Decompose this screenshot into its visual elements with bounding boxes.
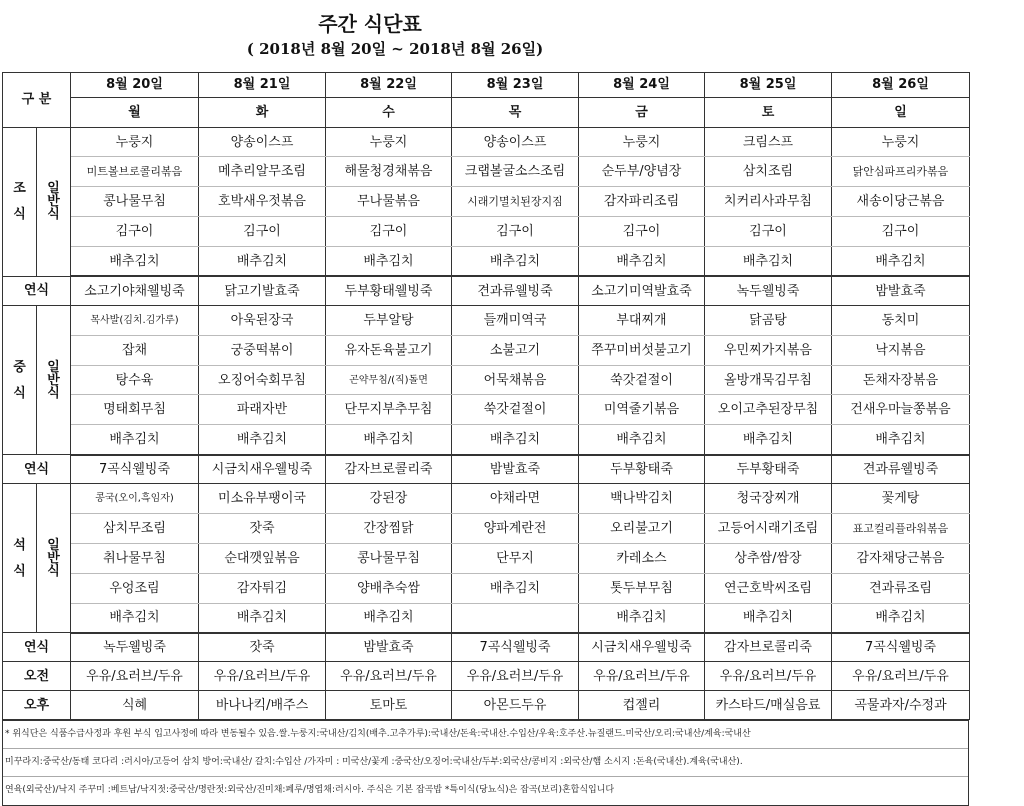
notes-section bbox=[2, 720, 969, 806]
menu-item: 김구이 bbox=[71, 217, 199, 247]
menu-item: 콩나물무침 bbox=[71, 187, 199, 217]
menu-item: 삼치무조림 bbox=[71, 513, 199, 543]
menu-item: 상추쌈/쌈장 bbox=[705, 543, 832, 573]
table-row bbox=[3, 633, 970, 662]
breakfast-type-label: 일 반 식 bbox=[37, 127, 71, 276]
menu-item: 순두부/양념장 bbox=[579, 157, 705, 187]
header-date: 8월 26일 bbox=[832, 73, 970, 98]
menu-item: 카레소스 bbox=[579, 543, 705, 573]
table-row bbox=[3, 187, 970, 217]
table-row bbox=[3, 365, 970, 395]
menu-item: 삼치조림 bbox=[705, 157, 832, 187]
menu-item: 꽃게탕 bbox=[832, 484, 970, 514]
menu-item: 동치미 bbox=[832, 305, 970, 335]
header-date: 8월 20일 bbox=[71, 73, 199, 98]
menu-item: 김구이 bbox=[452, 217, 579, 247]
soft-menu-item: 두부황태죽 bbox=[579, 455, 705, 484]
menu-item: 잡채 bbox=[71, 335, 199, 365]
menu-item: 배추김치 bbox=[71, 425, 199, 455]
menu-item: 곤약무침/(직)돌면 bbox=[326, 365, 452, 395]
menu-item: 미트볼브로콜리볶음 bbox=[71, 157, 199, 187]
breakfast-soft-label: 연식 bbox=[3, 276, 71, 305]
header-day: 일 bbox=[832, 97, 970, 127]
table-row bbox=[3, 573, 970, 603]
menu-item: 배추김치 bbox=[199, 603, 326, 633]
table-row bbox=[3, 276, 970, 305]
menu-item: 배추김치 bbox=[705, 425, 832, 455]
menu-item: 배추김치 bbox=[579, 425, 705, 455]
menu-item: 호박새우젓볶음 bbox=[199, 187, 326, 217]
menu-item: 고등어시래기조림 bbox=[705, 513, 832, 543]
menu-item: 우민찌가지볶음 bbox=[705, 335, 832, 365]
snack_pm-label: 오후 bbox=[3, 691, 71, 720]
menu-item: 견과류조림 bbox=[832, 573, 970, 603]
menu-item: 미소유부팽이국 bbox=[199, 484, 326, 514]
snack-item: 컵젤리 bbox=[579, 691, 705, 720]
menu-item: 배추김치 bbox=[326, 247, 452, 277]
table-row bbox=[3, 335, 970, 365]
soft-menu-item: 감자브로콜리죽 bbox=[705, 633, 832, 662]
menu-item: 낙지볶음 bbox=[832, 335, 970, 365]
menu-item: 새송이당근볶음 bbox=[832, 187, 970, 217]
menu-item: 유자돈육불고기 bbox=[326, 335, 452, 365]
menu-item: 우엉조림 bbox=[71, 573, 199, 603]
menu-item: 누룽지 bbox=[579, 127, 705, 157]
menu-item: 오이고추된장무침 bbox=[705, 395, 832, 425]
soft-menu-item: 밤발효죽 bbox=[326, 633, 452, 662]
soft-menu-item: 시금치새우웰빙죽 bbox=[579, 633, 705, 662]
date-range: ( 2018년 8월 20일 ~ 2018년 8월 26일) bbox=[246, 40, 544, 58]
note-line: 미꾸라지:중국산/동태 코다리 :러시아/고등어 삼치 방어:국내산/ 갈치:수입산 /가자미 : 미국산/꽃게 :중국산/오징어:국내산/두부:외국산/콩비지 :외국산/햄 소시지 :돈육(국내산).계육(국내산). bbox=[3, 749, 968, 777]
snack-item: 우유/요러브/두유 bbox=[452, 662, 579, 691]
table-row bbox=[3, 247, 970, 277]
menu-item: 들깨미역국 bbox=[452, 305, 579, 335]
snack-item: 아몬드두유 bbox=[452, 691, 579, 720]
table-row bbox=[3, 157, 970, 187]
menu-item: 배추김치 bbox=[326, 425, 452, 455]
menu-item: 양송이스프 bbox=[199, 127, 326, 157]
menu-item: 배추김치 bbox=[71, 603, 199, 633]
menu-item: 김구이 bbox=[832, 217, 970, 247]
menu-item: 목사발(김치.김가루) bbox=[71, 305, 199, 335]
header-day: 월 bbox=[71, 97, 199, 127]
menu-item: 궁중떡볶이 bbox=[199, 335, 326, 365]
menu-item: 누룽지 bbox=[326, 127, 452, 157]
soft-menu-item: 잣죽 bbox=[199, 633, 326, 662]
table-row bbox=[3, 97, 970, 127]
menu-item: 두부알탕 bbox=[326, 305, 452, 335]
menu-item: 크랩볼굴소스조림 bbox=[452, 157, 579, 187]
menu-item: 파래자반 bbox=[199, 395, 326, 425]
table-row bbox=[3, 662, 970, 691]
table-row bbox=[3, 217, 970, 247]
menu-item: 배추김치 bbox=[452, 573, 579, 603]
menu-item: 오징어숙회무침 bbox=[199, 365, 326, 395]
soft-menu-item: 녹두웰빙죽 bbox=[71, 633, 199, 662]
breakfast-label: 조 식 bbox=[3, 127, 37, 276]
menu-item: 감자튀김 bbox=[199, 573, 326, 603]
table-row bbox=[3, 73, 970, 98]
soft-menu-item: 소고기미역발효죽 bbox=[579, 276, 705, 305]
header-day: 화 bbox=[199, 97, 326, 127]
menu-item: 잣죽 bbox=[199, 513, 326, 543]
menu-item: 오리불고기 bbox=[579, 513, 705, 543]
menu-item: 아욱된장국 bbox=[199, 305, 326, 335]
menu-item: 청국장찌개 bbox=[705, 484, 832, 514]
menu-item: 연근호박씨조림 bbox=[705, 573, 832, 603]
menu-item: 배추김치 bbox=[705, 247, 832, 277]
menu-item: 양송이스프 bbox=[452, 127, 579, 157]
menu-item: 배추김치 bbox=[71, 247, 199, 277]
menu-item: 시래기멸치된장지짐 bbox=[452, 187, 579, 217]
soft-menu-item: 소고기야채웰빙죽 bbox=[71, 276, 199, 305]
menu-item: 누룽지 bbox=[832, 127, 970, 157]
snack-item: 우유/요러브/두유 bbox=[199, 662, 326, 691]
menu-item: 명태회무침 bbox=[71, 395, 199, 425]
menu-item: 쑥갓겉절이 bbox=[579, 365, 705, 395]
snack-item: 토마토 bbox=[326, 691, 452, 720]
menu-item: 톳두부무침 bbox=[579, 573, 705, 603]
table-row bbox=[3, 305, 970, 335]
soft-menu-item: 견과류웰빙죽 bbox=[452, 276, 579, 305]
menu-item: 김구이 bbox=[326, 217, 452, 247]
snack-item: 우유/요러브/두유 bbox=[579, 662, 705, 691]
table-row bbox=[3, 603, 970, 633]
menu-item: 취나물무침 bbox=[71, 543, 199, 573]
table-row bbox=[3, 425, 970, 455]
menu-item: 크림스프 bbox=[705, 127, 832, 157]
header-date: 8월 22일 bbox=[326, 73, 452, 98]
menu-item: 쑥갓겉절이 bbox=[452, 395, 579, 425]
menu-item: 해물청경채볶음 bbox=[326, 157, 452, 187]
menu-item: 배추김치 bbox=[705, 603, 832, 633]
soft-menu-item: 7곡식웰빙죽 bbox=[71, 455, 199, 484]
note-line: * 위식단은 식품수급사정과 후원 부식 입고사정에 따라 변동될수 있음.쌀.누룽지:국내산/김치(배추.고추가루):국내산/돈육:국내산.수입산/우육:호주산.뉴질랜드.미국산/오리:국내산/계육:국내산 bbox=[3, 721, 968, 749]
menu-item: 양배추숙쌈 bbox=[326, 573, 452, 603]
soft-menu-item: 밤발효죽 bbox=[832, 276, 970, 305]
header-date: 8월 24일 bbox=[579, 73, 705, 98]
table-row bbox=[3, 455, 970, 484]
soft-menu-item: 두부황태웰빙죽 bbox=[326, 276, 452, 305]
menu-item: 단무지부추무침 bbox=[326, 395, 452, 425]
weekly-menu-table bbox=[2, 72, 970, 720]
menu-item: 단무지 bbox=[452, 543, 579, 573]
header-date: 8월 23일 bbox=[452, 73, 579, 98]
snack-item: 곡물과자/수정과 bbox=[832, 691, 970, 720]
menu-item: 간장찜닭 bbox=[326, 513, 452, 543]
menu-item: 순대깻잎볶음 bbox=[199, 543, 326, 573]
soft-menu-item: 밤발효죽 bbox=[452, 455, 579, 484]
menu-item: 소불고기 bbox=[452, 335, 579, 365]
menu-item: 닭안심파프리카볶음 bbox=[832, 157, 970, 187]
snack_am-label: 오전 bbox=[3, 662, 71, 691]
menu-item: 김구이 bbox=[579, 217, 705, 247]
snack-item: 식혜 bbox=[71, 691, 199, 720]
snack-item: 바나나킥/배주스 bbox=[199, 691, 326, 720]
menu-item: 미역줄기볶음 bbox=[579, 395, 705, 425]
menu-item: 야채라면 bbox=[452, 484, 579, 514]
menu-item: 배추김치 bbox=[199, 425, 326, 455]
table-row bbox=[3, 127, 970, 157]
menu-item: 부대찌개 bbox=[579, 305, 705, 335]
header-day: 수 bbox=[326, 97, 452, 127]
menu-item: 배추김치 bbox=[579, 247, 705, 277]
header-day: 토 bbox=[705, 97, 832, 127]
menu-item: 무나물볶음 bbox=[326, 187, 452, 217]
dinner-type-label: 일 반 식 bbox=[37, 484, 71, 633]
lunch-type-label: 일 반 식 bbox=[37, 305, 71, 454]
menu-item: 배추김치 bbox=[832, 425, 970, 455]
snack-item: 우유/요러브/두유 bbox=[71, 662, 199, 691]
lunch-label: 중 식 bbox=[3, 305, 37, 454]
menu-item: 올방개묵김무침 bbox=[705, 365, 832, 395]
menu-item: 건새우마늘쫑볶음 bbox=[832, 395, 970, 425]
soft-menu-item: 닭고기발효죽 bbox=[199, 276, 326, 305]
table-row bbox=[3, 543, 970, 573]
note-line: 연육(외국산)/낙지 주꾸미 :베트남/낙지젓:중국산/명란젓:외국산/진미채:페루/명엽채:러시아. 주식은 기본 잡곡밥 *특이식(당뇨식)은 잡곡(보리)혼합식입니다 bbox=[5, 785, 615, 795]
dinner-soft-label: 연식 bbox=[3, 633, 71, 662]
dinner-label: 석 식 bbox=[3, 484, 37, 633]
soft-menu-item: 감자브로콜리죽 bbox=[326, 455, 452, 484]
menu-item: 탕수육 bbox=[71, 365, 199, 395]
page-title: 주간 식단표 bbox=[318, 12, 422, 36]
menu-item: 배추김치 bbox=[452, 247, 579, 277]
snack-item: 우유/요러브/두유 bbox=[326, 662, 452, 691]
menu-item: 강된장 bbox=[326, 484, 452, 514]
soft-menu-item: 7곡식웰빙죽 bbox=[832, 633, 970, 662]
table-row bbox=[3, 513, 970, 543]
table-row bbox=[3, 395, 970, 425]
menu-item: 양파계란전 bbox=[452, 513, 579, 543]
soft-menu-item: 견과류웰빙죽 bbox=[832, 455, 970, 484]
menu-item: 콩나물무침 bbox=[326, 543, 452, 573]
header-label: 구 분 bbox=[3, 73, 71, 128]
menu-item: 어묵채볶음 bbox=[452, 365, 579, 395]
menu-item: 표고컬리플라워볶음 bbox=[832, 513, 970, 543]
lunch-soft-label: 연식 bbox=[3, 455, 71, 484]
header-date: 8월 21일 bbox=[199, 73, 326, 98]
menu-item: 백나박김치 bbox=[579, 484, 705, 514]
menu-item: 배추김치 bbox=[199, 247, 326, 277]
snack-item: 우유/요러브/두유 bbox=[832, 662, 970, 691]
menu-item: 쭈꾸미버섯불고기 bbox=[579, 335, 705, 365]
menu-item: 닭곰탕 bbox=[705, 305, 832, 335]
menu-item: 감자채당근볶음 bbox=[832, 543, 970, 573]
menu-item: 치커리사과무침 bbox=[705, 187, 832, 217]
menu-item: 메추리알무조림 bbox=[199, 157, 326, 187]
soft-menu-item: 7곡식웰빙죽 bbox=[452, 633, 579, 662]
menu-item: 김구이 bbox=[199, 217, 326, 247]
table-row bbox=[3, 691, 970, 720]
header-day: 금 bbox=[579, 97, 705, 127]
menu-item: 돈채자장볶음 bbox=[832, 365, 970, 395]
menu-item: 배추김치 bbox=[452, 425, 579, 455]
header-date: 8월 25일 bbox=[705, 73, 832, 98]
soft-menu-item: 녹두웰빙죽 bbox=[705, 276, 832, 305]
menu-item: 누룽지 bbox=[71, 127, 199, 157]
header-day: 목 bbox=[452, 97, 579, 127]
snack-item: 우유/요러브/두유 bbox=[705, 662, 832, 691]
table-row bbox=[3, 484, 970, 514]
menu-item: 배추김치 bbox=[832, 603, 970, 633]
soft-menu-item: 시금치새우웰빙죽 bbox=[199, 455, 326, 484]
menu-item: 배추김치 bbox=[832, 247, 970, 277]
soft-menu-item: 두부황태죽 bbox=[705, 455, 832, 484]
menu-item: 감자파리조림 bbox=[579, 187, 705, 217]
menu-item: 김구이 bbox=[705, 217, 832, 247]
snack-item: 카스타드/매실음료 bbox=[705, 691, 832, 720]
menu-item bbox=[452, 603, 579, 633]
menu-item: 배추김치 bbox=[579, 603, 705, 633]
menu-item: 배추김치 bbox=[326, 603, 452, 633]
menu-item: 콩국(오이,흑임자) bbox=[71, 484, 199, 514]
